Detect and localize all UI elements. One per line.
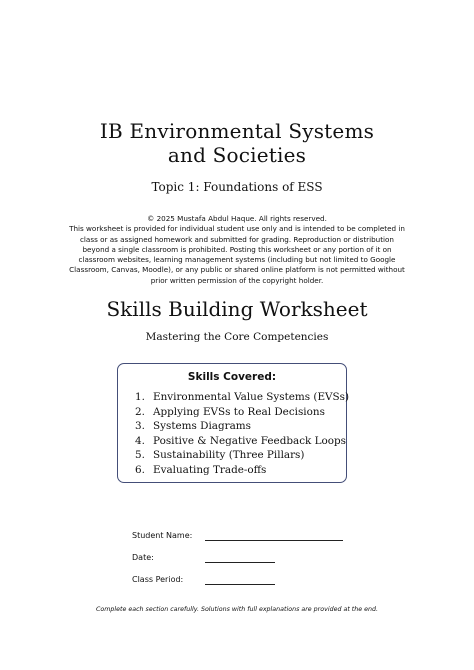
skill-label: Sustainability (Three Pillars) — [153, 449, 305, 461]
skills-covered-title: Skills Covered: — [187, 371, 277, 383]
skill-number: 3. — [135, 420, 145, 432]
skill-item — [135, 405, 349, 420]
course-title-line-2: and Societies — [167, 143, 307, 167]
student-name-label: Student Name: — [132, 531, 193, 540]
skill-number: 2. — [135, 405, 145, 418]
worksheet-tagline: Mastering the Core Competencies — [145, 331, 329, 343]
skill-item — [135, 434, 349, 449]
copyright-notice — [62, 214, 412, 286]
skills-covered-box — [117, 363, 350, 483]
copyright-line: © 2025 Mustafa Abdul Haque. All rights reserved. — [147, 214, 327, 223]
worksheet-heading: Skills Building Worksheet — [106, 297, 368, 321]
skill-item — [135, 419, 349, 434]
topic-subtitle: Topic 1: Foundations of ESS — [151, 180, 323, 194]
date-line[interactable] — [205, 562, 275, 563]
copyright-line: classroom websites, learning management systems (including but not limited to Google — [78, 255, 396, 265]
skill-label: Evaluating Trade-offs — [153, 463, 267, 476]
skill-label: Environmental Value Systems (EVSs) — [153, 391, 350, 403]
copyright-line: class or as assigned homework and submitted for grading. Reproduction or distribution — [79, 234, 394, 244]
copyright-line: This worksheet is provided for individual student use only and is intended to be completed in — [69, 224, 405, 234]
skill-item — [135, 390, 349, 405]
skill-number: 4. — [135, 434, 145, 447]
skill-label: Applying EVSs to Real Decisions — [153, 405, 325, 418]
skill-item — [135, 448, 349, 463]
copyright-line: beyond a single classroom is prohibited. Posting this worksheet or any portion of it on — [82, 244, 392, 254]
skill-number: 5. — [135, 449, 145, 461]
student-name-line[interactable] — [205, 540, 343, 541]
skills-list — [135, 390, 349, 477]
skill-item — [135, 463, 349, 478]
skill-label: Positive & Negative Feedback Loops — [153, 434, 347, 447]
copyright-line: prior written permission of the copyright holder. — [150, 275, 324, 285]
skill-number: 1. — [135, 391, 145, 403]
skill-label: Systems Diagrams — [153, 420, 251, 432]
date-label: Date: — [132, 553, 154, 562]
class-period-label: Class Period: — [132, 575, 184, 584]
footer-note: Complete each section carefully. Solutions with full explanations are provided at the end. — [96, 606, 378, 613]
skill-number: 6. — [135, 463, 145, 476]
course-title-line-1: IB Environmental Systems — [99, 119, 375, 143]
class-period-line[interactable] — [205, 584, 275, 585]
copyright-line: Classroom, Canvas, Moodle), or any public or shared online platform is not permitted without — [69, 265, 405, 275]
